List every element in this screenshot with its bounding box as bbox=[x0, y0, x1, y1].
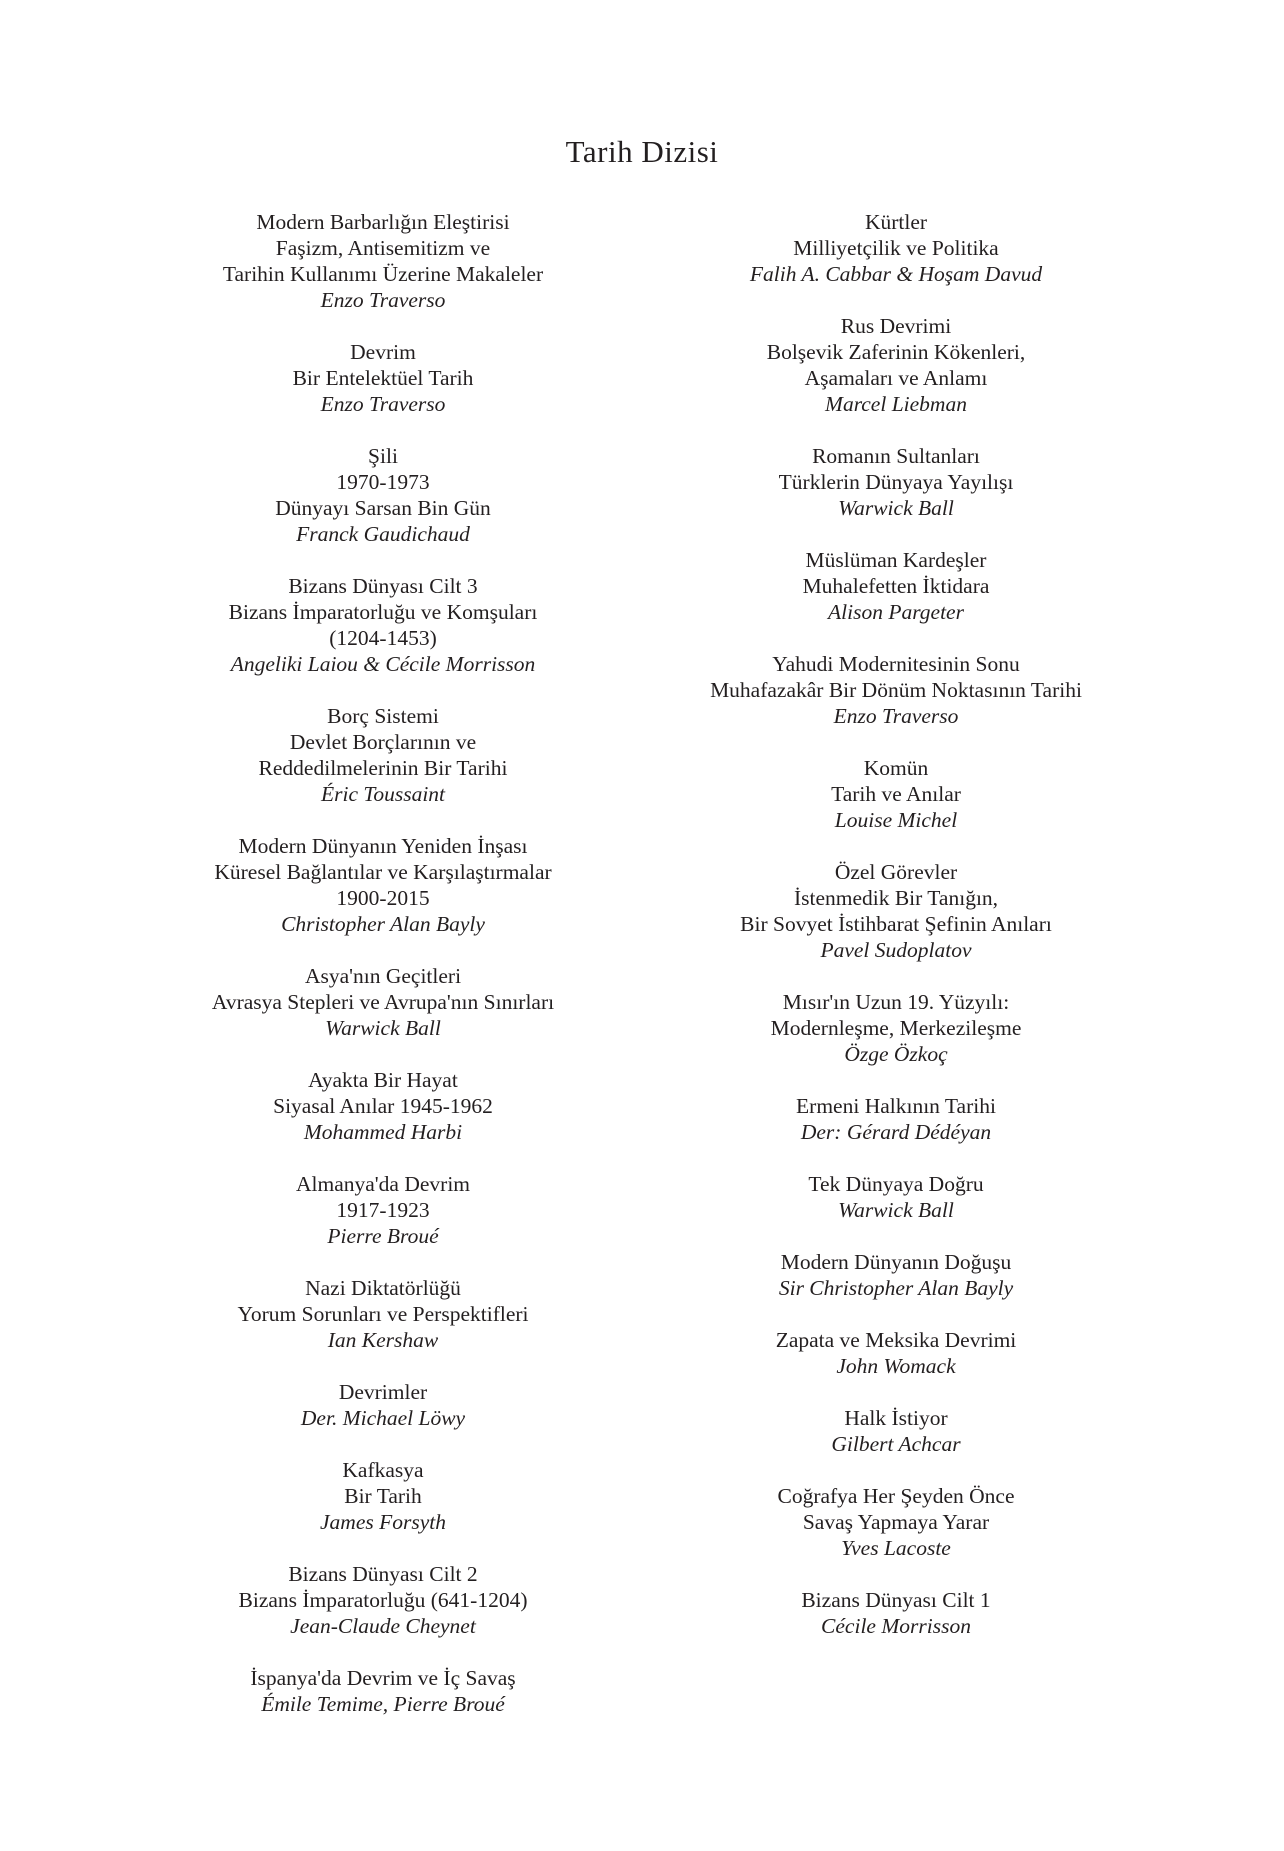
right-book-column bbox=[636, 209, 1156, 1665]
book-author: Marcel Liebman bbox=[825, 392, 967, 416]
book-title: Ermeni Halkının Tarihi bbox=[796, 1094, 996, 1118]
book-entry bbox=[636, 1405, 1156, 1457]
book-subtitle: Bir Entelektüel Tarih bbox=[292, 366, 474, 390]
book-title: Nazi Diktatörlüğü bbox=[305, 1276, 461, 1300]
book-author: Angeliki Laiou & Cécile Morrisson bbox=[230, 652, 536, 676]
book-author: Mohammed Harbi bbox=[303, 1120, 463, 1144]
book-subtitle: Aşamaları ve Anlamı bbox=[804, 366, 988, 390]
book-author: Ian Kershaw bbox=[327, 1328, 439, 1352]
book-entry bbox=[636, 989, 1156, 1067]
book-title: Bizans Dünyası Cilt 2 bbox=[288, 1562, 478, 1586]
book-title: Asya'nın Geçitleri bbox=[304, 964, 462, 988]
book-entry bbox=[636, 313, 1156, 417]
book-author: Gilbert Achcar bbox=[831, 1432, 961, 1456]
book-subtitle: Dünyayı Sarsan Bin Gün bbox=[275, 496, 491, 520]
book-author: John Womack bbox=[836, 1354, 956, 1378]
book-author: Der. Michael Löwy bbox=[300, 1406, 466, 1430]
book-entry bbox=[123, 1067, 643, 1145]
book-subtitle: Reddedilmelerinin Bir Tarihi bbox=[258, 756, 508, 780]
book-subtitle: Avrasya Stepleri ve Avrupa'nın Sınırları bbox=[211, 990, 555, 1014]
book-title: Mısır'ın Uzun 19. Yüzyılı: bbox=[782, 990, 1010, 1014]
book-author: Jean-Claude Cheynet bbox=[290, 1614, 476, 1638]
book-entry bbox=[123, 1275, 643, 1353]
book-author: Enzo Traverso bbox=[320, 392, 446, 416]
book-subtitle: Bolşevik Zaferinin Kökenleri, bbox=[766, 340, 1026, 364]
book-entry bbox=[636, 209, 1156, 287]
book-subtitle: Milliyetçilik ve Politika bbox=[793, 236, 999, 260]
book-author: Warwick Ball bbox=[325, 1016, 441, 1040]
book-title: Devrim bbox=[350, 340, 416, 364]
book-entry bbox=[123, 963, 643, 1041]
book-title: Almanya'da Devrim bbox=[295, 1172, 471, 1196]
book-author: Éric Toussaint bbox=[320, 782, 446, 806]
book-title: İspanya'da Devrim ve İç Savaş bbox=[250, 1666, 516, 1690]
book-title: Yahudi Modernitesinin Sonu bbox=[772, 652, 1020, 676]
book-subtitle: Küresel Bağlantılar ve Karşılaştırmalar bbox=[214, 860, 552, 884]
book-entry bbox=[636, 547, 1156, 625]
book-entry bbox=[636, 651, 1156, 729]
book-title: Rus Devrimi bbox=[840, 314, 952, 338]
book-subtitle: Muhalefetten İktidara bbox=[802, 574, 990, 598]
book-title: Komün bbox=[863, 756, 929, 780]
book-entry bbox=[123, 1665, 643, 1717]
book-subtitle: (1204-1453) bbox=[329, 626, 437, 650]
book-subtitle: Faşizm, Antisemitizm ve bbox=[275, 236, 491, 260]
book-author: Cécile Morrisson bbox=[821, 1614, 971, 1638]
book-subtitle: 1900-2015 bbox=[336, 886, 430, 910]
book-subtitle: Türklerin Dünyaya Yayılışı bbox=[778, 470, 1014, 494]
book-title: Devrimler bbox=[338, 1380, 428, 1404]
book-subtitle: Bizans İmparatorluğu (641-1204) bbox=[238, 1588, 528, 1612]
book-author: Pavel Sudoplatov bbox=[820, 938, 972, 962]
book-title: Romanın Sultanları bbox=[812, 444, 980, 468]
book-title: Zapata ve Meksika Devrimi bbox=[775, 1328, 1017, 1352]
book-author: Warwick Ball bbox=[838, 1198, 954, 1222]
book-title: Modern Dünyanın Yeniden İnşası bbox=[238, 834, 528, 858]
book-subtitle: Modernleşme, Merkezileşme bbox=[770, 1016, 1022, 1040]
book-author: Émile Temime, Pierre Broué bbox=[261, 1692, 505, 1716]
book-entry bbox=[123, 339, 643, 417]
book-subtitle: Bir Sovyet İstihbarat Şefinin Anıları bbox=[740, 912, 1052, 936]
book-author: Warwick Ball bbox=[838, 496, 954, 520]
book-author: Der: Gérard Dédéyan bbox=[800, 1120, 992, 1144]
book-author: James Forsyth bbox=[320, 1510, 446, 1534]
book-title: Tek Dünyaya Doğru bbox=[808, 1172, 984, 1196]
book-subtitle: Siyasal Anılar 1945-1962 bbox=[273, 1094, 493, 1118]
book-title: Ayakta Bir Hayat bbox=[308, 1068, 458, 1092]
book-title: Bizans Dünyası Cilt 3 bbox=[288, 574, 478, 598]
book-title: Bizans Dünyası Cilt 1 bbox=[801, 1588, 991, 1612]
book-author: Özge Özkoç bbox=[844, 1042, 948, 1066]
book-entry bbox=[636, 1327, 1156, 1379]
book-title: Modern Dünyanın Doğuşu bbox=[780, 1250, 1012, 1274]
book-subtitle: Tarih ve Anılar bbox=[831, 782, 961, 806]
book-subtitle: Savaş Yapmaya Yarar bbox=[802, 1510, 990, 1534]
book-subtitle: Bir Tarih bbox=[344, 1484, 422, 1508]
book-title: Kürtler bbox=[864, 210, 928, 234]
book-author: Franck Gaudichaud bbox=[296, 522, 470, 546]
book-author: Alison Pargeter bbox=[828, 600, 964, 624]
book-entry bbox=[636, 443, 1156, 521]
book-title: Müslüman Kardeşler bbox=[805, 548, 987, 572]
book-entry bbox=[123, 1171, 643, 1249]
book-title: Halk İstiyor bbox=[844, 1406, 948, 1430]
book-entry bbox=[636, 1587, 1156, 1639]
book-subtitle: Muhafazakâr Bir Dönüm Noktasının Tarihi bbox=[710, 678, 1082, 702]
book-entry bbox=[636, 859, 1156, 963]
book-subtitle: Devlet Borçlarının ve bbox=[289, 730, 477, 754]
book-entry bbox=[636, 755, 1156, 833]
book-author: Pierre Broué bbox=[327, 1224, 439, 1248]
book-entry bbox=[123, 1379, 643, 1431]
book-author: Yves Lacoste bbox=[841, 1536, 951, 1560]
book-subtitle: Bizans İmparatorluğu ve Komşuları bbox=[228, 600, 538, 624]
book-author: Enzo Traverso bbox=[320, 288, 446, 312]
book-subtitle: Tarihin Kullanımı Üzerine Makaleler bbox=[222, 262, 544, 286]
book-entry bbox=[123, 1561, 643, 1639]
book-title: Coğrafya Her Şeyden Önce bbox=[777, 1484, 1015, 1508]
page-title: Tarih Dizisi bbox=[565, 134, 719, 169]
book-subtitle: Yorum Sorunları ve Perspektifleri bbox=[237, 1302, 529, 1326]
book-author: Louise Michel bbox=[834, 808, 958, 832]
book-subtitle: İstenmedik Bir Tanığın, bbox=[793, 886, 999, 910]
book-title: Modern Barbarlığın Eleştirisi bbox=[256, 210, 510, 234]
left-book-column bbox=[123, 209, 643, 1743]
book-entry bbox=[636, 1093, 1156, 1145]
book-entry bbox=[123, 209, 643, 313]
book-subtitle: 1970-1973 bbox=[336, 470, 430, 494]
book-entry bbox=[123, 833, 643, 937]
book-subtitle: 1917-1923 bbox=[336, 1198, 430, 1222]
book-entry bbox=[123, 573, 643, 677]
book-author: Christopher Alan Bayly bbox=[281, 912, 485, 936]
book-title: Özel Görevler bbox=[834, 860, 958, 884]
book-title: Kafkasya bbox=[342, 1458, 424, 1482]
book-title: Şili bbox=[368, 444, 398, 468]
book-entry bbox=[123, 703, 643, 807]
book-author: Falih A. Cabbar & Hoşam Davud bbox=[749, 262, 1043, 286]
book-entry bbox=[636, 1171, 1156, 1223]
book-author: Sir Christopher Alan Bayly bbox=[778, 1276, 1014, 1300]
book-entry bbox=[123, 1457, 643, 1535]
book-author: Enzo Traverso bbox=[833, 704, 959, 728]
book-entry bbox=[123, 443, 643, 547]
book-entry bbox=[636, 1249, 1156, 1301]
book-title: Borç Sistemi bbox=[327, 704, 439, 728]
book-entry bbox=[636, 1483, 1156, 1561]
